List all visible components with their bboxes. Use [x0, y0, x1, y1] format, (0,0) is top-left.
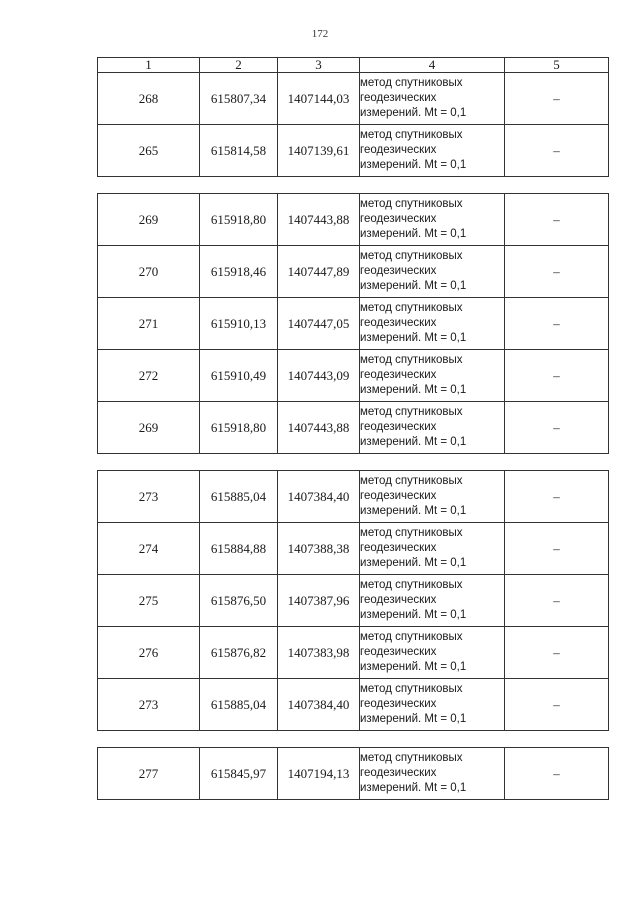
table-row [98, 627, 609, 679]
x-coordinate-cell: 615814,58 [200, 125, 278, 177]
method-line: метод спутниковых [360, 250, 463, 262]
method-line: геодезических [360, 213, 437, 225]
x-coordinate-cell: 615918,80 [200, 402, 278, 454]
method-line: метод спутниковых [360, 683, 463, 695]
point-number-cell: 274 [98, 523, 200, 575]
note-cell: – [505, 73, 609, 125]
method-line: геодезических [360, 92, 437, 104]
method-cell [360, 748, 505, 800]
method-line: геодезических [360, 698, 437, 710]
x-coordinate-cell: 615918,80 [200, 194, 278, 246]
method-line: измерений. Mt = 0,1 [360, 557, 467, 569]
y-coordinate-cell: 1407443,09 [278, 350, 360, 402]
method-line: метод спутниковых [360, 527, 463, 539]
table-row [98, 523, 609, 575]
point-number-cell: 268 [98, 73, 200, 125]
method-cell [360, 73, 505, 125]
point-number-cell: 269 [98, 194, 200, 246]
method-line: геодезических [360, 646, 437, 658]
coordinates-table [97, 57, 609, 800]
note-cell: – [505, 679, 609, 731]
table-row [98, 748, 609, 800]
y-coordinate-cell: 1407194,13 [278, 748, 360, 800]
y-coordinate-cell: 1407443,88 [278, 194, 360, 246]
x-coordinate-cell: 615885,04 [200, 679, 278, 731]
method-cell [360, 471, 505, 523]
note-cell: – [505, 402, 609, 454]
note-cell: – [505, 748, 609, 800]
separator-cell [98, 731, 609, 748]
note-cell: – [505, 575, 609, 627]
method-line: геодезических [360, 265, 437, 277]
method-line: геодезических [360, 369, 437, 381]
method-line: измерений. Mt = 0,1 [360, 505, 467, 517]
y-coordinate-cell: 1407384,40 [278, 471, 360, 523]
method-line: метод спутниковых [360, 631, 463, 643]
x-coordinate-cell: 615807,34 [200, 73, 278, 125]
method-cell [360, 627, 505, 679]
method-line: метод спутниковых [360, 752, 463, 764]
x-coordinate-cell: 615910,49 [200, 350, 278, 402]
point-number-cell: 269 [98, 402, 200, 454]
point-number-cell: 271 [98, 298, 200, 350]
method-line: метод спутниковых [360, 302, 463, 314]
method-line: измерений. Mt = 0,1 [360, 436, 467, 448]
note-cell: – [505, 246, 609, 298]
note-cell: – [505, 298, 609, 350]
method-line: геодезических [360, 594, 437, 606]
separator-row [98, 731, 609, 748]
method-line: измерений. Mt = 0,1 [360, 228, 467, 240]
table-row [98, 298, 609, 350]
y-coordinate-cell: 1407388,38 [278, 523, 360, 575]
header-cell-3: 3 [278, 58, 360, 73]
method-cell [360, 194, 505, 246]
y-coordinate-cell: 1407383,98 [278, 627, 360, 679]
method-line: геодезических [360, 317, 437, 329]
table-row [98, 679, 609, 731]
x-coordinate-cell: 615885,04 [200, 471, 278, 523]
x-coordinate-cell: 615884,88 [200, 523, 278, 575]
y-coordinate-cell: 1407144,03 [278, 73, 360, 125]
separator-row [98, 177, 609, 194]
table-row [98, 194, 609, 246]
table-row [98, 73, 609, 125]
y-coordinate-cell: 1407384,40 [278, 679, 360, 731]
method-line: геодезических [360, 542, 437, 554]
method-line: измерений. Mt = 0,1 [360, 107, 467, 119]
point-number-cell: 273 [98, 471, 200, 523]
point-number-cell: 273 [98, 679, 200, 731]
note-cell: – [505, 194, 609, 246]
separator-cell [98, 454, 609, 471]
header-cell-2: 2 [200, 58, 278, 73]
table-row [98, 575, 609, 627]
method-cell [360, 298, 505, 350]
y-coordinate-cell: 1407139,61 [278, 125, 360, 177]
x-coordinate-cell: 615876,82 [200, 627, 278, 679]
x-coordinate-cell: 615910,13 [200, 298, 278, 350]
table-row [98, 350, 609, 402]
note-cell: – [505, 627, 609, 679]
method-line: измерений. Mt = 0,1 [360, 782, 467, 794]
point-number-cell: 270 [98, 246, 200, 298]
method-cell [360, 350, 505, 402]
separator-row [98, 454, 609, 471]
table-row [98, 402, 609, 454]
method-line: измерений. Mt = 0,1 [360, 661, 467, 673]
method-line: измерений. Mt = 0,1 [360, 280, 467, 292]
y-coordinate-cell: 1407447,89 [278, 246, 360, 298]
method-line: метод спутниковых [360, 579, 463, 591]
method-line: метод спутниковых [360, 354, 463, 366]
y-coordinate-cell: 1407443,88 [278, 402, 360, 454]
method-line: геодезических [360, 490, 437, 502]
method-line: метод спутниковых [360, 77, 463, 89]
point-number-cell: 272 [98, 350, 200, 402]
note-cell: – [505, 350, 609, 402]
method-line: измерений. Mt = 0,1 [360, 332, 467, 344]
point-number-cell: 277 [98, 748, 200, 800]
page-number: 172 [311, 28, 329, 40]
method-cell [360, 523, 505, 575]
method-line: измерений. Mt = 0,1 [360, 384, 467, 396]
method-cell [360, 125, 505, 177]
method-line: геодезических [360, 144, 437, 156]
table-row [98, 471, 609, 523]
x-coordinate-cell: 615918,46 [200, 246, 278, 298]
header-cell-1: 1 [98, 58, 200, 73]
note-cell: – [505, 523, 609, 575]
table-body [98, 73, 609, 800]
method-line: измерений. Mt = 0,1 [360, 609, 467, 621]
header-row [98, 58, 609, 73]
method-cell [360, 246, 505, 298]
note-cell: – [505, 125, 609, 177]
method-line: метод спутниковых [360, 406, 463, 418]
table-row [98, 125, 609, 177]
method-line: измерений. Mt = 0,1 [360, 713, 467, 725]
x-coordinate-cell: 615845,97 [200, 748, 278, 800]
header-cell-4: 4 [360, 58, 505, 73]
header-cell-5: 5 [505, 58, 609, 73]
separator-cell [98, 177, 609, 194]
method-line: метод спутниковых [360, 198, 463, 210]
point-number-cell: 276 [98, 627, 200, 679]
method-line: геодезических [360, 767, 437, 779]
method-line: метод спутниковых [360, 129, 463, 141]
table-row [98, 246, 609, 298]
method-cell [360, 679, 505, 731]
method-line: геодезических [360, 421, 437, 433]
method-cell [360, 575, 505, 627]
method-line: измерений. Mt = 0,1 [360, 159, 467, 171]
method-cell [360, 402, 505, 454]
point-number-cell: 265 [98, 125, 200, 177]
point-number-cell: 275 [98, 575, 200, 627]
x-coordinate-cell: 615876,50 [200, 575, 278, 627]
note-cell: – [505, 471, 609, 523]
method-line: метод спутниковых [360, 475, 463, 487]
y-coordinate-cell: 1407387,96 [278, 575, 360, 627]
y-coordinate-cell: 1407447,05 [278, 298, 360, 350]
